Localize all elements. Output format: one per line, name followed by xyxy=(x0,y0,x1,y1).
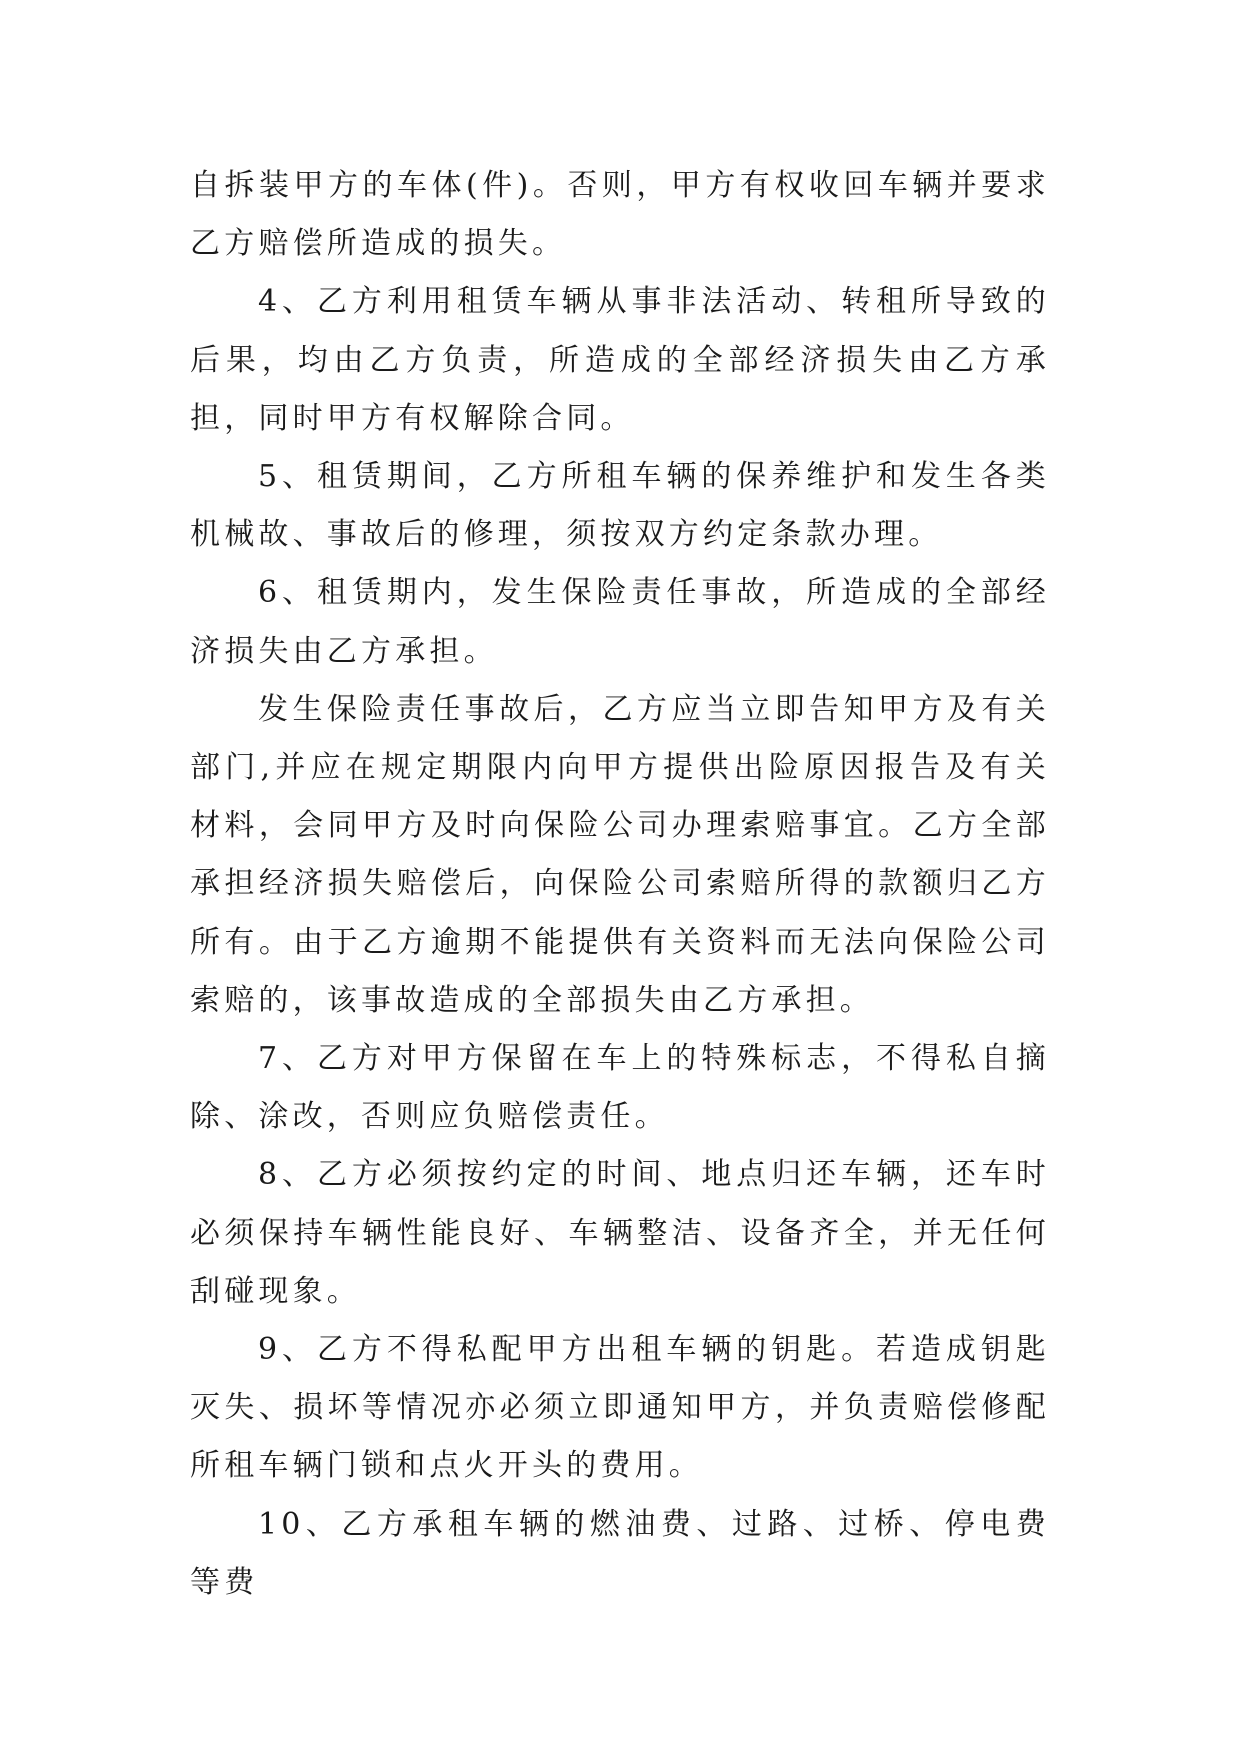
paragraph-continuation: 自拆装甲方的车体(件)。否则，甲方有权收回车辆并要求乙方赔偿所造成的损失。 xyxy=(190,168,1050,262)
paragraph-clause-6: 6、租赁期内，发生保险责任事故，所造成的全部经济损失由乙方承担。 xyxy=(190,575,1050,669)
paragraph-clause-10: 10、乙方承租车辆的燃油费、过路、过桥、停电费等费 xyxy=(190,1506,1050,1600)
paragraph-clause-4: 4、乙方利用租赁车辆从事非法活动、转租所导致的后果，均由乙方负责，所造成的全部经济损失由乙方承担，同时甲方有权解除合同。 xyxy=(190,284,1050,436)
paragraph-clause-6-detail: 发生保险责任事故后，乙方应当立即告知甲方及有关部门,并应在规定期限内向甲方提供出险原因报告及有关材料，会同甲方及时向保险公司办理索赔事宜。乙方全部承担经济损失赔偿后，向保险公司索赔所得的款额归乙方所有。由于乙方逾期不能提供有关资料而无法向保险公司索赔的，该事故造成的全部损失由乙方承担。 xyxy=(190,691,1050,1018)
paragraph-clause-5: 5、租赁期间，乙方所租车辆的保养维护和发生各类机械故、事故后的修理，须按双方约定条款办理。 xyxy=(190,459,1050,553)
paragraph-clause-9: 9、乙方不得私配甲方出租车辆的钥匙。若造成钥匙灭失、损坏等情况亦必须立即通知甲方，并负责赔偿修配所租车辆门锁和点火开头的费用。 xyxy=(190,1332,1050,1484)
document-body xyxy=(190,157,1050,1612)
paragraph-clause-7: 7、乙方对甲方保留在车上的特殊标志，不得私自摘除、涂改，否则应负赔偿责任。 xyxy=(190,1041,1050,1135)
paragraph-clause-8: 8、乙方必须按约定的时间、地点归还车辆，还车时必须保持车辆性能良好、车辆整洁、设备齐全，并无任何刮碰现象。 xyxy=(190,1157,1050,1309)
